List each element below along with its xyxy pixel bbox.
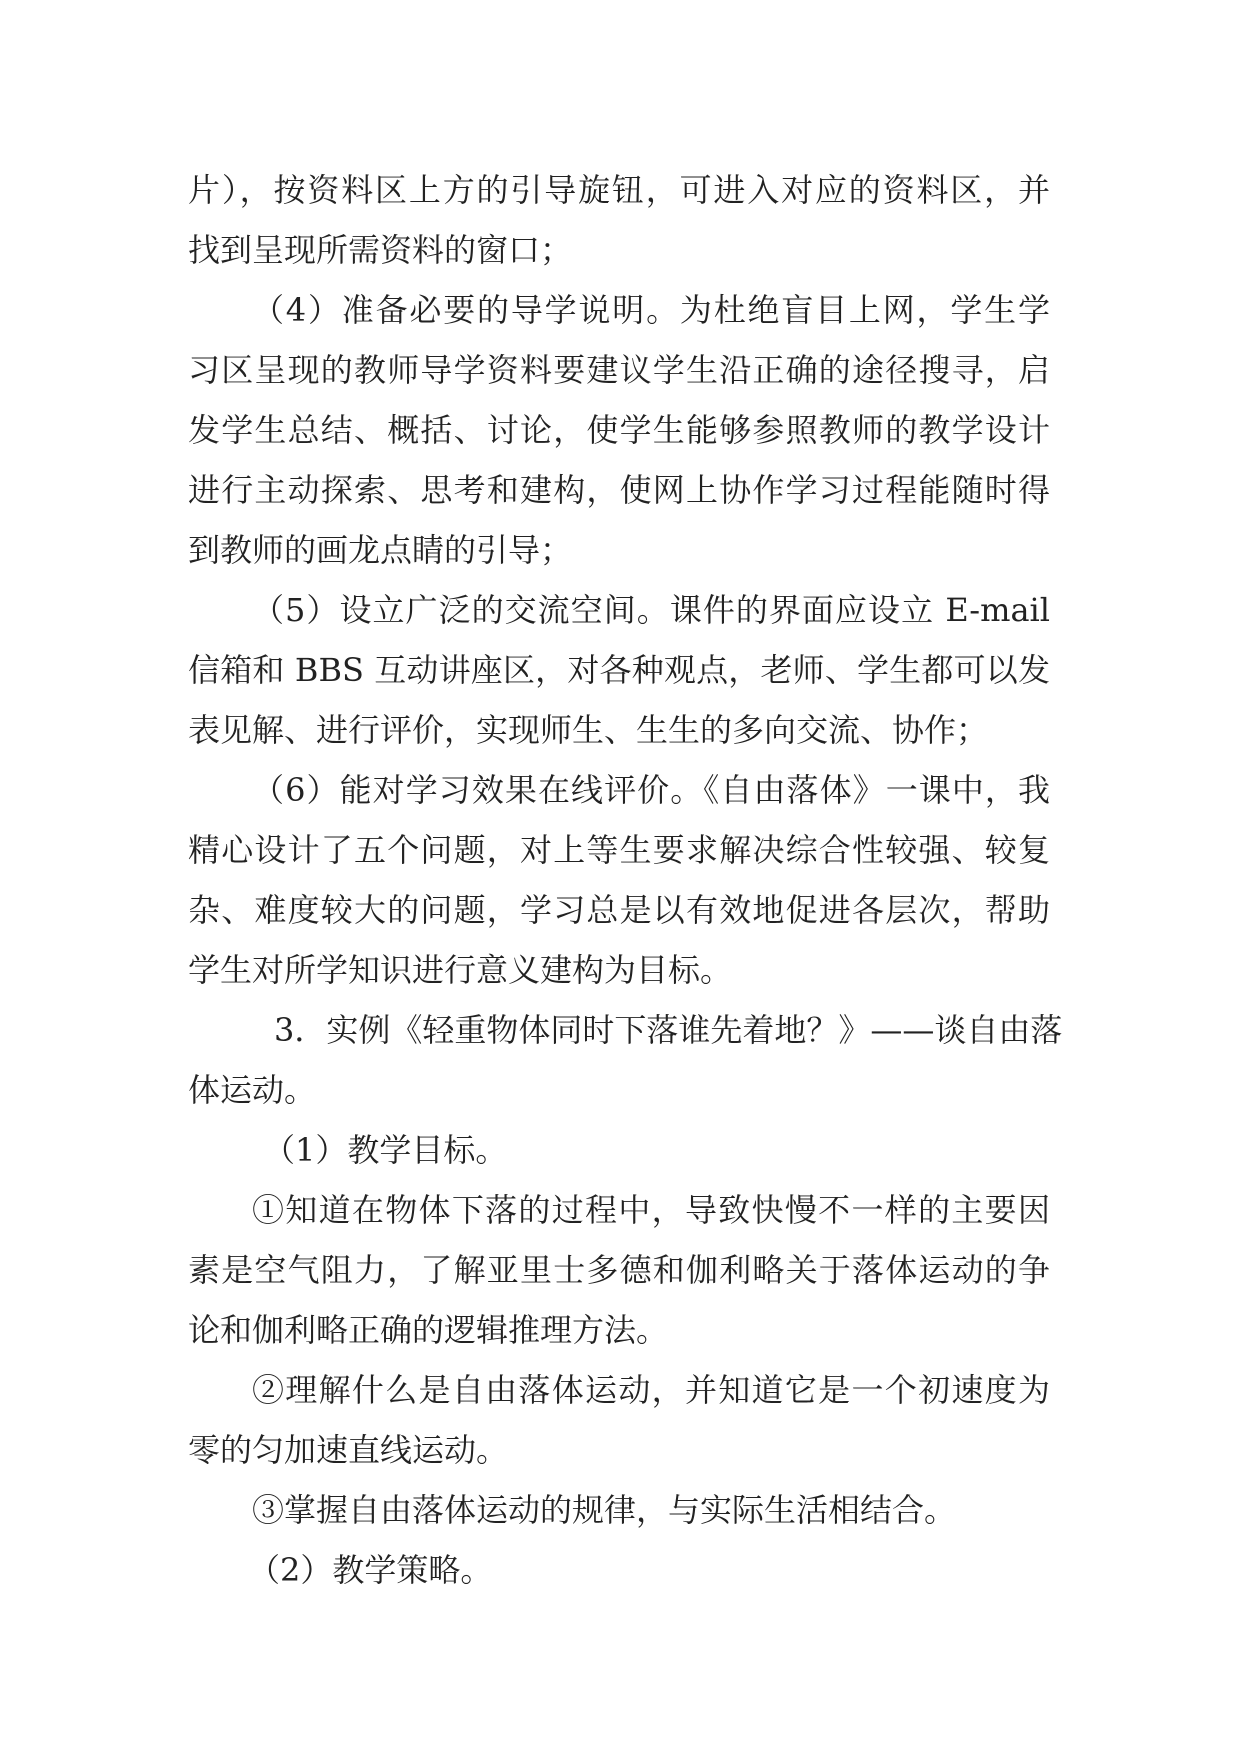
text-line: 精心设计了五个问题，对上等生要求解决综合性较强、较复 bbox=[188, 831, 1050, 869]
text-line: 进行主动探索、思考和建构，使网上协作学习过程能随时得 bbox=[188, 471, 1050, 509]
text-line: 论和伽利略正确的逻辑推理方法。 bbox=[188, 1311, 669, 1349]
text-line: ①知道在物体下落的过程中，导致快慢不一样的主要因 bbox=[252, 1191, 1050, 1229]
text-line: 习区呈现的教师导学资料要建议学生沿正确的途径搜寻，启 bbox=[188, 351, 1050, 389]
body-text bbox=[188, 160, 1063, 1600]
text-line: 表见解、进行评价，实现师生、生生的多向交流、协作； bbox=[188, 711, 989, 749]
text-line: 零的匀加速直线运动。 bbox=[188, 1431, 509, 1469]
text-line: 体运动。 bbox=[188, 1071, 317, 1109]
text-line: 找到呈现所需资料的窗口； bbox=[188, 231, 573, 269]
text-line: 3．实例《轻重物体同时下落谁先着地？》——谈自由落 bbox=[274, 1011, 1063, 1049]
text-line: （5）设立广泛的交流空间。课件的界面应设立 E-mail bbox=[252, 591, 1050, 629]
text-line: 学生对所学知识进行意义建构为目标。 bbox=[188, 951, 733, 989]
text-line: （6）能对学习效果在线评价。《自由落体》一课中，我 bbox=[252, 771, 1050, 809]
text-line: （1）教学目标。 bbox=[263, 1131, 508, 1169]
text-line: 信箱和 BBS 互动讲座区，对各种观点，老师、学生都可以发 bbox=[188, 651, 1050, 689]
text-line: 发学生总结、概括、讨论，使学生能够参照教师的教学设计 bbox=[188, 411, 1050, 449]
text-line: 片），按资料区上方的引导旋钮，可进入对应的资料区，并 bbox=[188, 171, 1050, 209]
text-line: ③掌握自由落体运动的规律，与实际生活相结合。 bbox=[252, 1491, 957, 1529]
text-line: （2）教学策略。 bbox=[248, 1551, 493, 1589]
text-line: 到教师的画龙点睛的引导； bbox=[188, 531, 573, 569]
text-line: （4）准备必要的导学说明。为杜绝盲目上网，学生学 bbox=[252, 291, 1050, 329]
text-line: 素是空气阻力，了解亚里士多德和伽利略关于落体运动的争 bbox=[188, 1251, 1050, 1289]
text-line: 杂、难度较大的问题，学习总是以有效地促进各层次，帮助 bbox=[188, 891, 1050, 929]
text-line: ②理解什么是自由落体运动，并知道它是一个初速度为 bbox=[252, 1371, 1050, 1409]
